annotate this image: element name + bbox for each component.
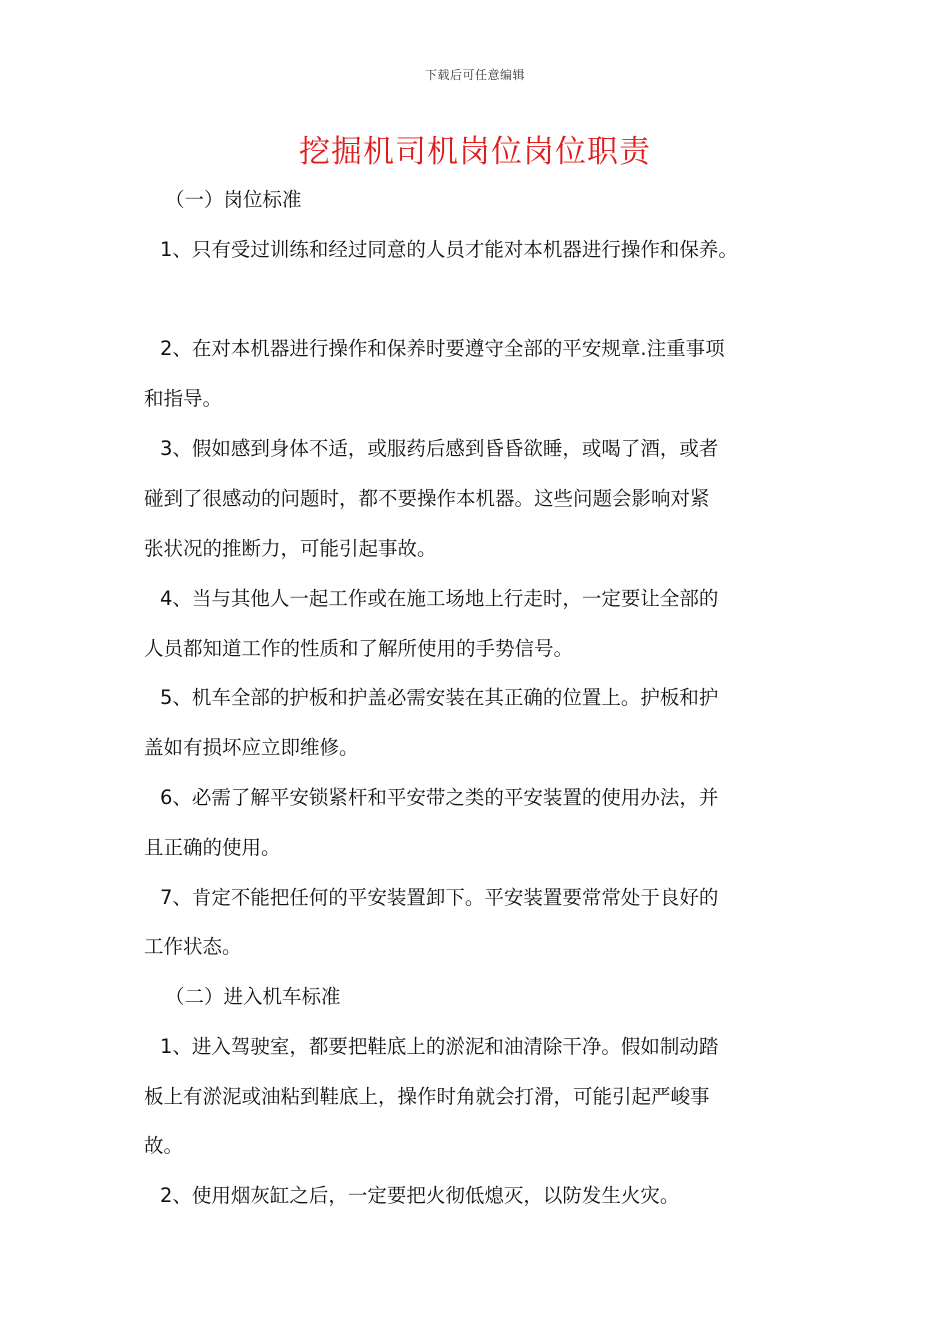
paragraph-line: 工作状态。 bbox=[144, 935, 242, 958]
section-heading: （一）岗位标准 bbox=[165, 188, 302, 211]
paragraph-line: 和指导。 bbox=[144, 387, 223, 410]
paragraph-line: 盖如有损坏应立即维修。 bbox=[144, 736, 359, 759]
paragraph-line: 7、肯定不能把任何的平安装置卸下。平安装置要常常处于良好的 bbox=[160, 886, 719, 909]
paragraph-line: 人员都知道工作的性质和了解所使用的手势信号。 bbox=[144, 637, 574, 660]
paragraph-line: 张状况的推断力，可能引起事故。 bbox=[144, 537, 437, 560]
section-heading: （二）进入机车标准 bbox=[165, 985, 341, 1008]
paragraph-line: 3、假如感到身体不适，或服药后感到昏昏欲睡，或喝了酒，或者 bbox=[160, 437, 719, 460]
header-note: 下载后可任意编辑 bbox=[424, 68, 525, 82]
paragraph-line: 1、只有受过训练和经过同意的人员才能对本机器进行操作和保养。 bbox=[160, 238, 738, 261]
paragraph-line: 且正确的使用。 bbox=[144, 836, 281, 859]
document-title: 挖掘机司机岗位岗位职责 bbox=[299, 134, 651, 170]
paragraph-line: 5、机车全部的护板和护盖必需安装在其正确的位置上。护板和护 bbox=[160, 686, 719, 709]
paragraph-line: 故。 bbox=[144, 1134, 184, 1157]
paragraph-line: 1、进入驾驶室，都要把鞋底上的淤泥和油清除干净。假如制动踏 bbox=[160, 1035, 719, 1058]
paragraph-line: 2、在对本机器进行操作和保养时要遵守全部的平安规章.注重事项 bbox=[160, 337, 725, 360]
paragraph-line: 板上有淤泥或油粘到鞋底上，操作时角就会打滑，可能引起严峻事 bbox=[144, 1085, 710, 1108]
paragraph-line: 6、必需了解平安锁紧杆和平安带之类的平安装置的使用办法，并 bbox=[160, 786, 719, 809]
paragraph-line: 碰到了很感动的问题时，都不要操作本机器。这些问题会影响对紧 bbox=[144, 487, 710, 510]
paragraph-line: 4、当与其他人一起工作或在施工场地上行走时，一定要让全部的 bbox=[160, 587, 719, 610]
paragraph-line: 2、使用烟灰缸之后，一定要把火彻低熄灭，以防发生火灾。 bbox=[160, 1184, 680, 1207]
